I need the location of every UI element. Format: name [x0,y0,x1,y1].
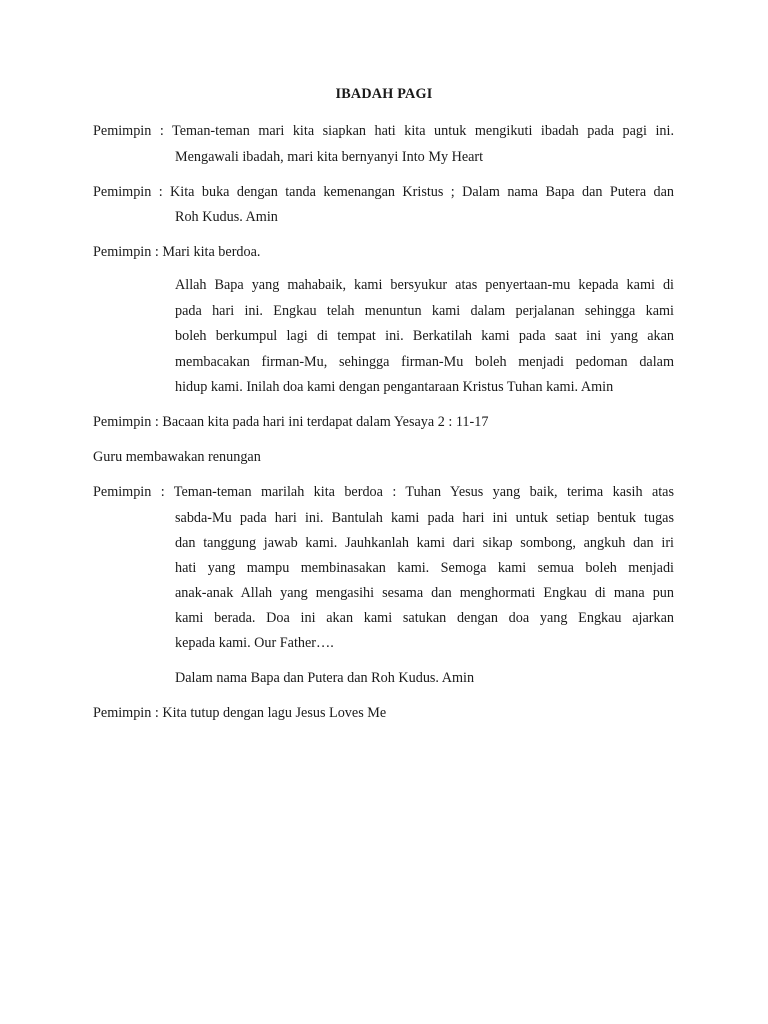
prayer-line-3: boleh berkumpul lagi di tempat ini. Berkatilah kami pada saat ini yang akan [175,328,674,344]
leader-line-1a: Pemimpin : Teman-teman mari kita siapkan hati kita untuk mengikuti ibadah pada pagi ini. [93,123,674,139]
leader-line-3: Pemimpin : Mari kita berdoa. [93,244,261,260]
leader-line-2a: Pemimpin : Kita buka dengan tanda kemenangan Kristus ; Dalam nama Bapa dan Putera dan [93,184,674,200]
leader-line-6: Pemimpin : Kita tutup dengan lagu Jesus Loves Me [93,705,387,721]
prayer-line-1: Allah Bapa yang mahabaik, kami bersyukur atas penyertaan-mu kepada kami di [175,277,674,293]
leader-line-1b: Mengawali ibadah, mari kita bernyanyi Into My Heart [175,149,484,165]
leader-line-5c: dan tanggung jawab kami. Jauhkanlah kami dari sikap sombong, angkuh dan iri [175,535,674,551]
page-title: IBADAH PAGI [335,86,433,102]
leader-line-5g: kepada kami. Our Father…. [175,635,334,651]
closing-line: Dalam nama Bapa dan Putera dan Roh Kudus. Amin [175,670,475,686]
leader-line-5f: kami berada. Doa ini akan kami satukan dengan doa yang Engkau ajarkan [175,610,674,626]
leader-line-4: Pemimpin : Bacaan kita pada hari ini terdapat dalam Yesaya 2 : 11-17 [93,414,489,430]
leader-line-5d: hati yang mampu membinasakan kami. Semoga kami semua boleh menjadi [175,560,674,576]
prayer-line-5: hidup kami. Inilah doa kami dengan pengantaraan Kristus Tuhan kami. Amin [175,379,614,395]
leader-line-5e: anak-anak Allah yang mengasihi sesama dan menghormati Engkau di mana pun [175,585,674,601]
prayer-line-2: pada hari ini. Engkau telah menuntun kami dalam perjalanan sehingga kami [175,303,674,319]
leader-line-2b: Roh Kudus. Amin [175,209,278,225]
prayer-line-4: membacakan firman-Mu, sehingga firman-Mu boleh menjadi pedoman dalam [175,354,674,370]
leader-line-5a: Pemimpin : Teman-teman marilah kita berdoa : Tuhan Yesus yang baik, terima kasih atas [93,484,674,500]
leader-line-5b: sabda-Mu pada hari ini. Bantulah kami pada hari ini untuk setiap bentuk tugas [175,510,674,526]
teacher-line: Guru membawakan renungan [93,449,261,465]
